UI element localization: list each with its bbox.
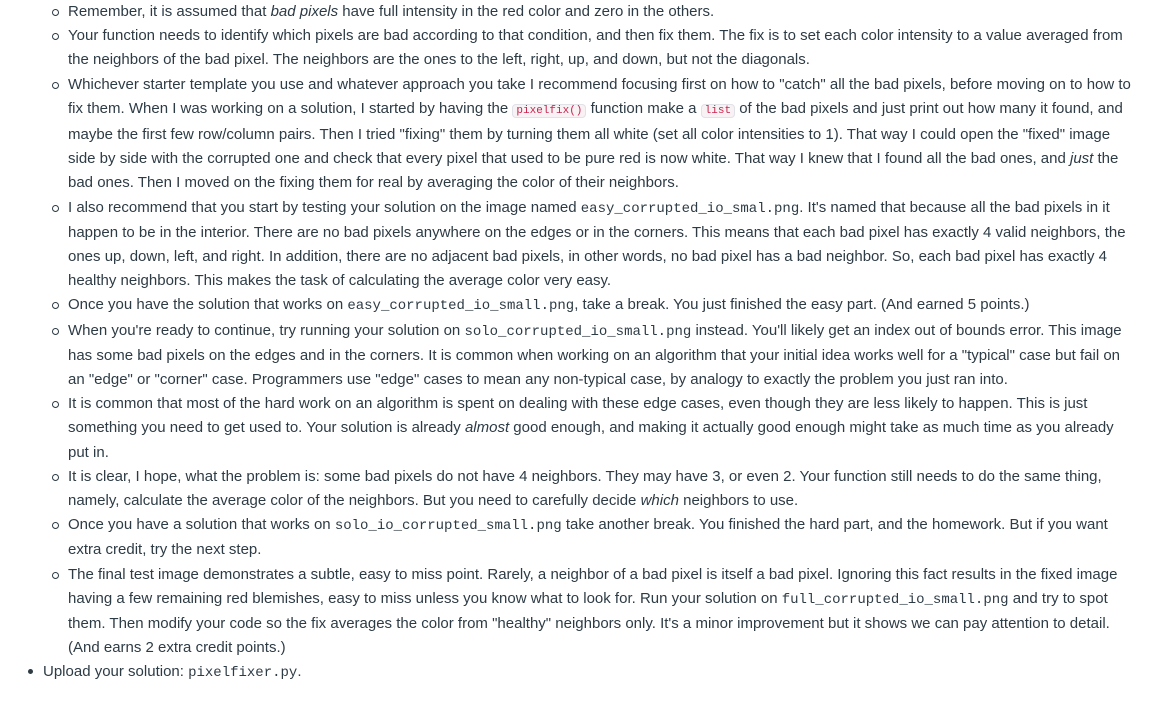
body-text: When you're ready to continue, try running your solution on [68,321,465,339]
filename-text: easy_corrupted_io_small.png [347,298,575,315]
upload-period: . [297,663,302,681]
body-text: , take a break. You just finished the easy part. (And earned 5 points.) [574,296,1030,314]
body-text: Once you have the solution that works on [68,296,348,314]
filename-text: solo_io_corrupted_small.png [334,518,562,535]
emphasis-text: almost [464,419,510,437]
instruction-item [0,465,1169,513]
body-text: neighbors to use. [678,492,799,510]
body-text: take another break. You finished the hard part, and the homework. But if you want extra credit, try the next step. [68,516,1108,559]
instruction-item [0,24,1169,72]
upload-filename: pixelfixer.py [188,665,298,682]
instruction-item [0,73,1169,196]
upload-instruction [0,660,1169,685]
filename-text: easy_corrupted_io_smal.png [580,200,800,217]
body-text: It is common that most of the hard work on an algorithm is spent on dealing with these edge cases, even though they are less likely to happen. This is just something you need to get used to. Your solution is already [68,395,1088,437]
instruction-item [0,513,1169,562]
body-text: the bad ones. Then I moved on the fixing them for real by averaging the color of their neighbors. [68,150,1119,192]
instruction-item [0,0,1169,24]
body-text: Whichever starter template you use and whatever approach you take I recommend focusing first on how to "catch" all the bad pixels, before moving on to how to fix them. When I was working on a solution, I started by having the [68,75,1131,117]
body-text: and try to spot them. Then modify your code so the fix averages the color from "healthy" neighbors only. It's a minor improvement but it shows we can pay attention to detail. (And earns 2 extra credit points.) [68,589,1110,657]
instruction-item [0,563,1169,661]
instruction-item [0,319,1169,393]
body-text: It is clear, I hope, what the problem is: some bad pixels do not have 4 neighbors. They may have 3, or even 2. Your function still needs to do the same thing, namely, calculate the average color of the neighbors. But you need to carefully decide [68,467,1102,510]
emphasis-text: bad pixels [270,3,339,20]
filename-text: solo_corrupted_io_small.png [464,323,692,340]
instruction-item [0,392,1169,465]
body-text: . It's named that because all the bad pixels in it happen to be in the interior. There are no bad pixels anywhere on the edges or in the corners. This means that each bad pixel has exactly 4 valid neighbors, the ones up, down, left, and right. In addition, there are no adjacent bad pixels, in other words, no bad pixel has a bad neighbor. So, each bad pixel has exactly 4 healthy neighbors. This makes the task of calculating the average color very easy. [68,198,1126,290]
body-text: The final test image demonstrates a subtle, easy to miss point. Rarely, a neighbor of a bad pixel is itself a bad pixel. Ignoring this fact results in the fixed image having a few remaining red blemishes, easy to miss unless you know what to look for. Run your solution on [68,565,1118,607]
body-text: Once you have a solution that works on [68,516,335,534]
body-text: Remember, it is assumed that [68,3,271,20]
body-text: good enough, and making it actually good enough might take as much time as you already put in. [68,419,1114,461]
instruction-item [0,293,1169,318]
body-text: instead. You'll likely get an index out of bounds error. This image has some bad pixels on the edges and in the corners. It is common when working on an algorithm that your initial idea works well for a "typical" case but fail on an "edge" or "corner" case. Programmers use "edge" cases to mean any non-typical case, by analogy to exactly the problem you just ran into. [68,321,1122,389]
body-text: of the bad pixels and just print out how many it found, and maybe the first few row/column pairs. Then I tried "fixing" them by turning them all white (set all color intensities to 1). That way I could open the "fixed" image side by side with the corrupted one and check that every pixel that used to be pure red is now white. That way I knew that I found all the bad ones, and [68,99,1123,168]
body-text: function make a [586,99,701,117]
filename-text: full_corrupted_io_small.png [781,591,1009,608]
body-text: have full intensity in the red color and zero in the others. [338,3,715,20]
inline-code: list [701,104,735,118]
upload-label: Upload your solution: [43,663,189,681]
instruction-item [0,196,1169,294]
body-text: I also recommend that you start by testing your solution on the image named [68,198,581,216]
emphasis-text: just [1070,150,1094,168]
instruction-list [0,660,1169,685]
body-text: Your function needs to identify which pixels are bad according to that condition, and then fix them. The fix is to set each color intensity to a value averaged from the neighbors of the bad pixel. The neighbors are the ones to the left, right, up, and down, but not the diagonals. [68,27,1123,69]
emphasis-text: which [640,492,679,510]
inline-code: pixelfix() [512,104,586,118]
